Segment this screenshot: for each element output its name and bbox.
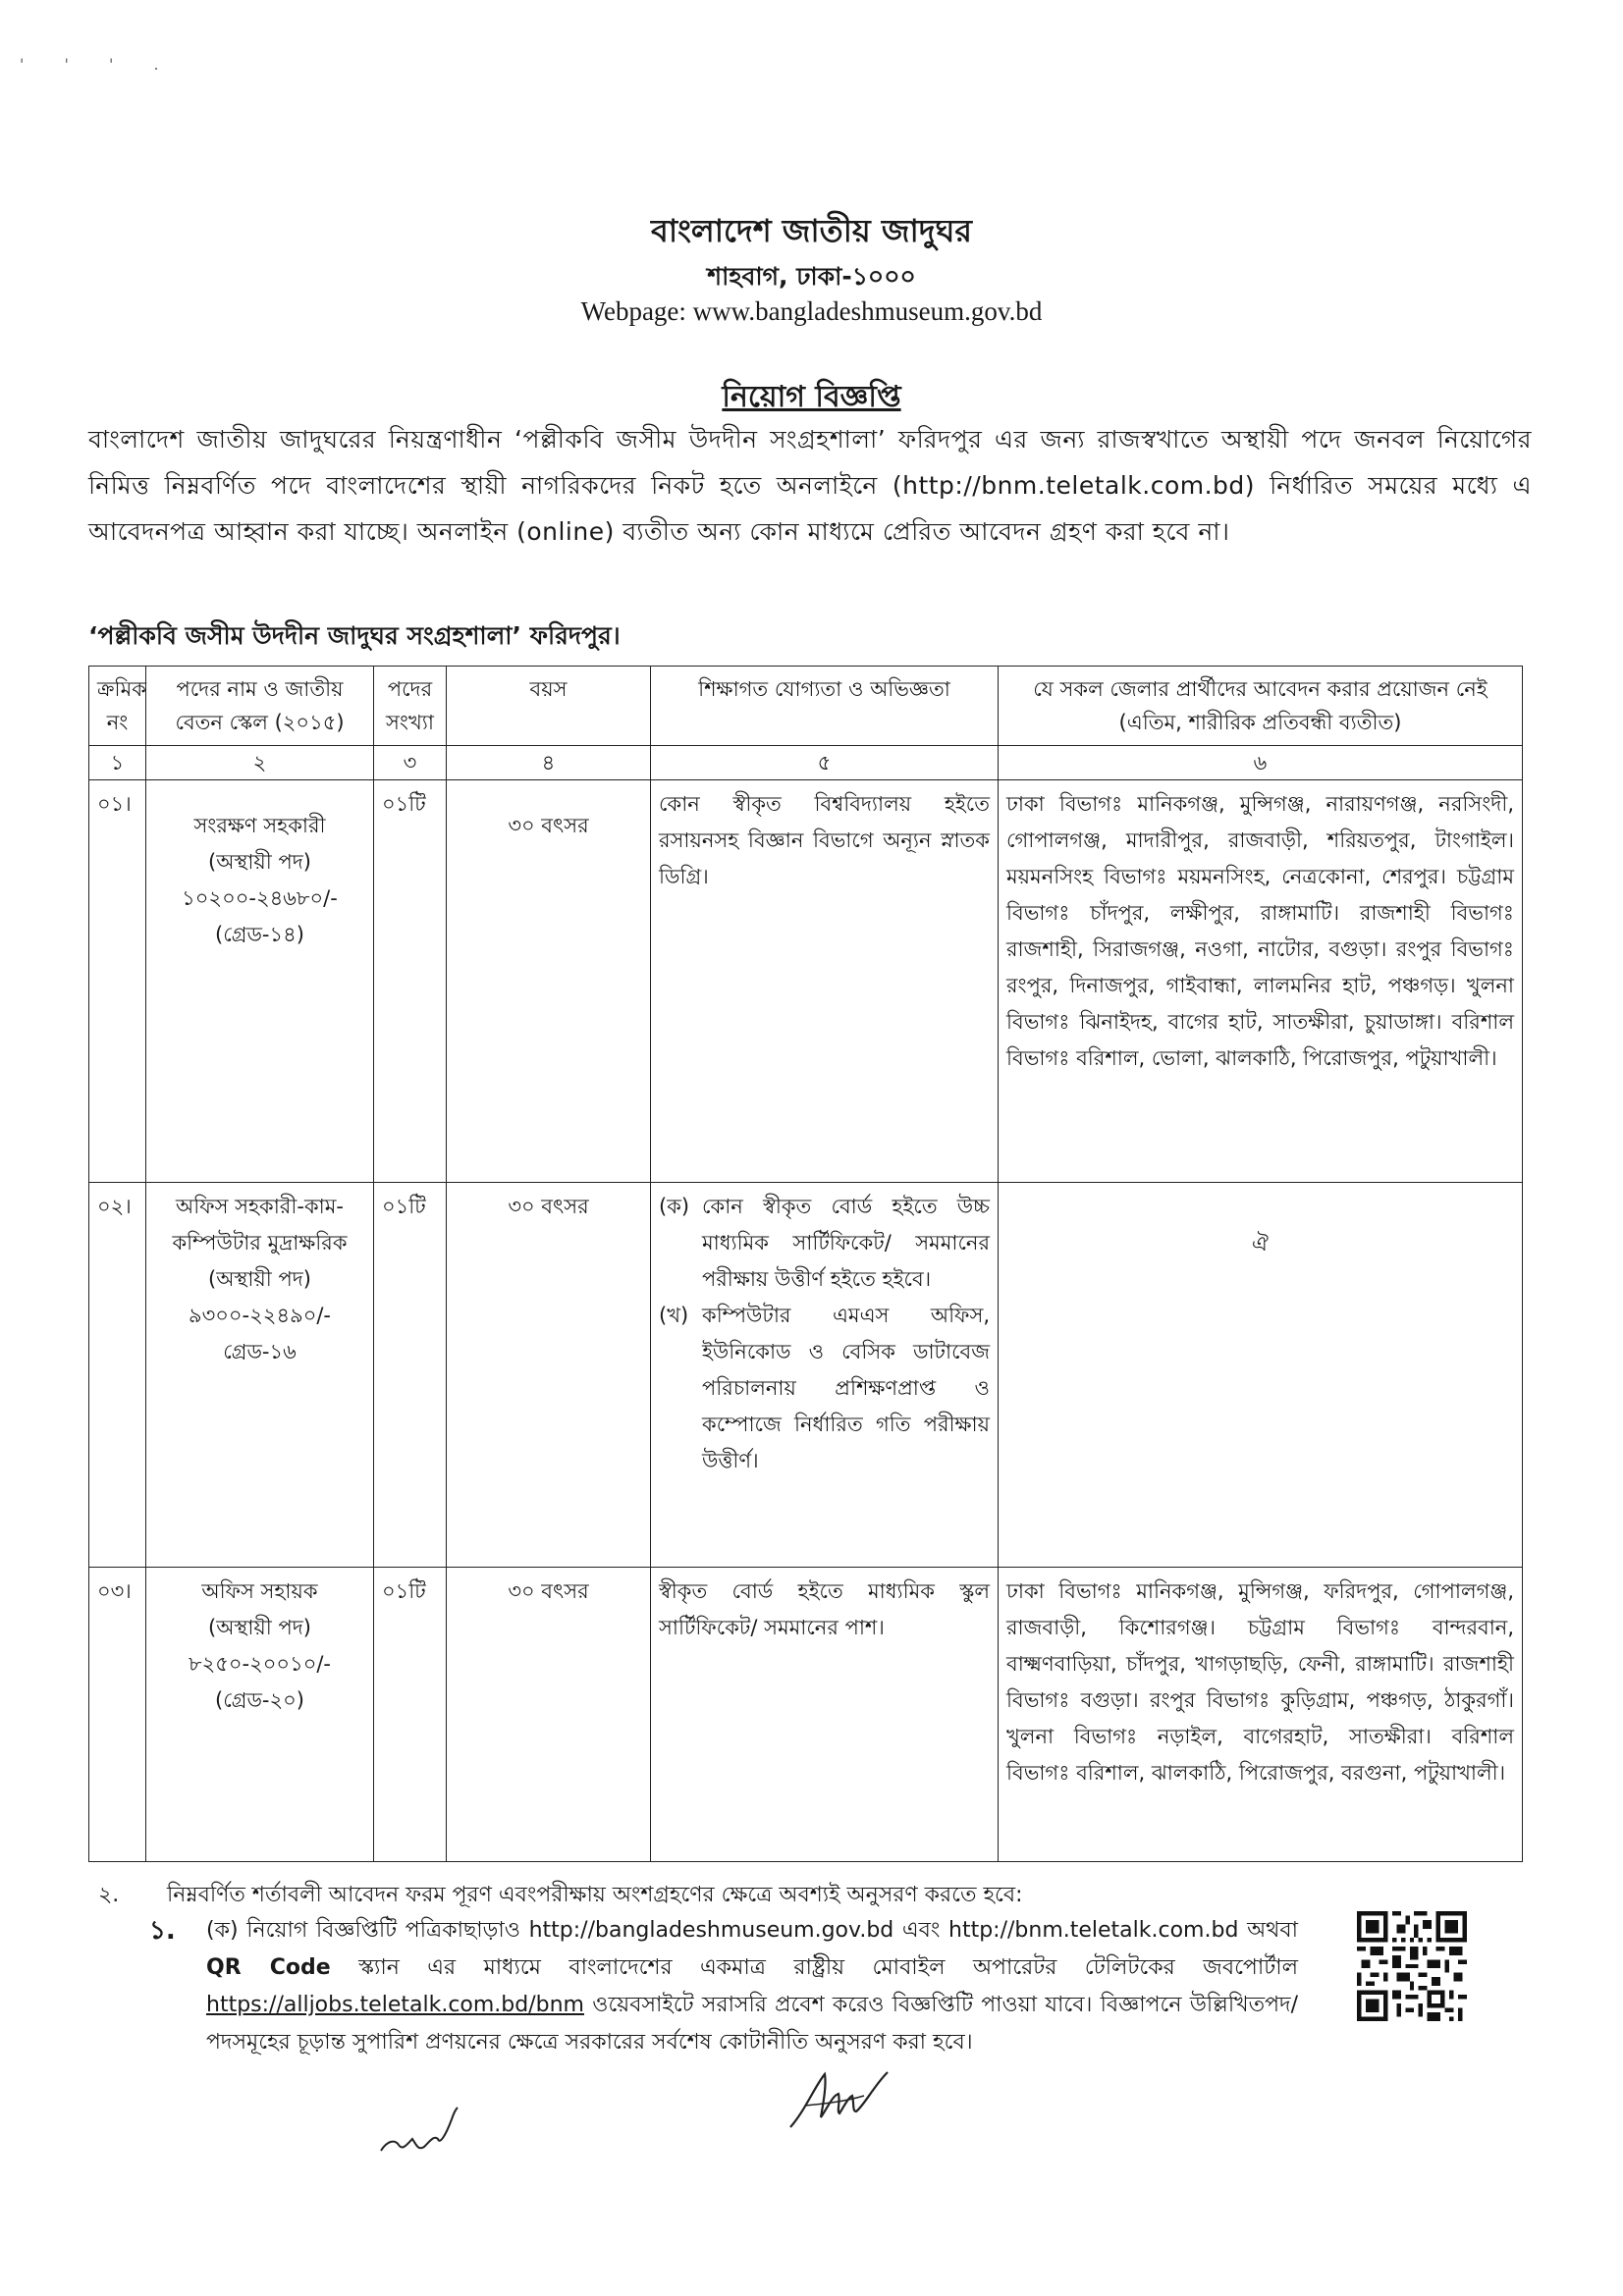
row-count: ০১টি — [374, 780, 447, 1183]
pay-grade: (গ্রেড-২০) — [215, 1688, 304, 1712]
row-age: ৩০ বৎসর — [447, 1183, 651, 1568]
pay-scale: ১০২০০-২৪৬৮০/- — [182, 886, 338, 910]
notice-title: নিয়োগ বিজ্ঞপ্তি — [722, 380, 901, 414]
notice-intro: বাংলাদেশ জাতীয় জাদুঘরের নিয়ন্ত্রণাধীন ‘পল্লীকবি জসীম উদদীন সংগ্রহশালা’ ফরিদপুর এর জন্য রাজস্বখাতে অস্থায়ী পদে জনবল নিয়োগের নিমিত্ত নিম্নবর্ণিত পদে বাংলাদেশের স্থায়ী নাগরিকদের নিকট হতে অনলাইনে (http://bnm.teletalk.com.bd) নির্ধারিত সময়ের মধ্যে এ আবেদনপত্র আহ্বান করা যাচ্ছে। অনলাইন (online) ব্যতীত অন্য কোন মাধ্যমে প্রেরিত আবেদন গ্রহণ করা হবে না। — [88, 425, 1532, 546]
condition-text: স্ক্যান এর মাধ্যমে বাংলাদেশের একমাত্র রাষ্ট্রীয় মোবাইল অপারেটর টেলিটকের জবপোর্টাল — [358, 1955, 1298, 1980]
condition-number: ১. — [149, 1916, 176, 1946]
table-row — [89, 1568, 1523, 1862]
column-number: ৪ — [447, 746, 651, 780]
condition-text: ওয়েবসাইটে সরাসরি প্রবেশ করেও বিজ্ঞপ্তিটি পাওয়া যাবে। বিজ্ঞাপনে উল্লিখিতপদ/ পদসমূহের চূড়ান্ত সুপারিশ প্রণয়নের ক্ষেত্রে সরকারের সর্বশেষ কোটানীতি অনুসরণ করা হবে। — [206, 1993, 1298, 2055]
condition-text: (ক) নিয়োগ বিজ্ঞপ্তিটি পত্রিকাছাড়াও http://bangladeshmuseum.gov.bd এবং http://bnm.teletalk.com.bd অথবা — [206, 1918, 1298, 1943]
row-post — [146, 1183, 374, 1568]
column-number: ১ — [89, 746, 146, 780]
row-post — [146, 780, 374, 1183]
pay-grade: গ্রেড-১৬ — [223, 1340, 297, 1363]
header-excluded-districts: যে সকল জেলার প্রার্থীদের আবেদন করার প্রয়োজন নেই (এতিম, শারীরিক প্রতিবন্ধী ব্যতীত) — [999, 667, 1523, 746]
section-number: ২. — [98, 1883, 120, 1907]
item-text: কোন স্বীকৃত বোর্ড হইতে উচ্চ মাধ্যমিক সার্টিফিকেট/ সমমানের পরীক্ষায় উত্তীর্ণ হইতে হইবে। — [702, 1195, 990, 1291]
column-number: ৫ — [651, 746, 999, 780]
table-header-row — [89, 667, 1523, 746]
item-marker: (খ) — [659, 1304, 689, 1327]
organization-webpage: Webpage: www.bangladeshmuseum.gov.bd — [580, 296, 1043, 326]
row-count: ০১টি — [374, 1568, 447, 1862]
row-serial: ০১। — [89, 780, 146, 1183]
organization-address: শাহবাগ, ঢাকা-১০০০ — [707, 262, 916, 291]
scan-marks: ' ' ' . — [20, 55, 177, 74]
condition-item — [149, 1912, 1298, 2061]
column-number: ৬ — [999, 746, 1523, 780]
pay-scale: ৯৩০০-২২৪৯০/- — [188, 1304, 332, 1327]
post-type: (অস্থায়ী পদ) — [208, 1267, 311, 1291]
signature-mark — [785, 2066, 893, 2135]
row-excluded-districts: ঐ — [999, 1183, 1523, 1568]
qr-code-label: QR Code — [206, 1955, 331, 1980]
row-age: ৩০ বৎসর — [447, 780, 651, 1183]
row-age: ৩০ বৎসর — [447, 1568, 651, 1862]
row-qualification — [651, 1183, 999, 1568]
row-qualification: স্বীকৃত বোর্ড হইতে মাধ্যমিক স্কুল সার্টিফিকেট/ সমমানের পাশ। — [651, 1568, 999, 1862]
pay-scale: ৮২৫০-২০০১০/- — [188, 1652, 332, 1676]
museum-title: ‘পল্লীকবি জসীম উদদীন জাদুঘর সংগ্রহশালা’ ফরিদপুর। — [88, 621, 621, 650]
table-row — [89, 1183, 1523, 1568]
header-post: পদের নাম ও জাতীয় বেতন স্কেল (২০১৫) — [146, 667, 374, 746]
item-marker: (ক) — [659, 1195, 690, 1218]
post-name: অফিস সহায়ক — [201, 1579, 318, 1603]
header-qualification: শিক্ষাগত যোগ্যতা ও অভিজ্ঞতা — [651, 667, 999, 746]
job-portal-link[interactable]: https://alljobs.teletalk.com.bd/bnm — [206, 1993, 584, 2017]
table-column-number-row — [89, 746, 1523, 780]
qualification-item-a — [659, 1189, 990, 1298]
row-serial: ০৩। — [89, 1568, 146, 1862]
vacancy-table — [88, 666, 1523, 1862]
post-name: সংরক্ষণ সহকারী — [193, 814, 326, 837]
post-name: অফিস সহকারী-কাম-কম্পিউটার মুদ্রাক্ষরিক — [172, 1195, 348, 1255]
column-number: ২ — [146, 746, 374, 780]
post-type: (অস্থায়ী পদ) — [208, 850, 311, 874]
header-serial: ক্রমিক নং — [89, 667, 146, 746]
qualification-item-b — [659, 1298, 990, 1479]
row-count: ০১টি — [374, 1183, 447, 1568]
header-count: পদের সংখ্যা — [374, 667, 447, 746]
section-text: নিম্নবর্ণিত শর্তাবলী আবেদন ফরম পূরণ এবংপরীক্ষায় অংশগ্রহণের ক্ষেত্রে অবশ্যই অনুসরণ করতে হবে: — [167, 1883, 1023, 1907]
item-text: কম্পিউটার এমএস অফিস, ইউনিকোড ও বেসিক ডাটাবেজ পরিচালনায় প্রশিক্ষণপ্রাপ্ত ও কম্পোজে নির্ধারিত গতি পরীক্ষায় উত্তীর্ণ। — [702, 1304, 990, 1472]
organization-name: বাংলাদেশ জাতীয় জাদুঘর — [651, 212, 972, 249]
qr-code-icon[interactable] — [1357, 1911, 1467, 2021]
conditions-heading — [98, 1878, 1023, 1914]
pay-grade: (গ্রেড-১৪) — [215, 923, 304, 946]
signature-initials — [377, 2106, 465, 2164]
column-number: ৩ — [374, 746, 447, 780]
header-age: বয়স — [447, 667, 651, 746]
row-excluded-districts: ঢাকা বিভাগঃ মানিকগঞ্জ, মুন্সিগঞ্জ, ফরিদপুর, গোপালগঞ্জ, রাজবাড়ী, কিশোরগঞ্জ। চট্টগ্রাম বিভাগঃ বান্দরবান, বাক্ষ্মণবাড়িয়া, চাঁদপুর, খাগড়াছড়ি, ফেনী, রাঙ্গামাটি। রাজশাহী বিভাগঃ বগুড়া। রংপুর বিভাগঃ কুড়িগ্রাম, পঞ্চগড়, ঠাকুরগাঁ। খুলনা বিভাগঃ নড়াইল, বাগেরহাট, সাতক্ষীরা। বরিশাল বিভাগঃ বরিশাল, ঝালকাঠি, পিরোজপুর, বরগুনা, পটুয়াখালী। — [999, 1568, 1523, 1862]
row-qualification: কোন স্বীকৃত বিশ্ববিদ্যালয় হইতে রসায়নসহ বিজ্ঞান বিভাগে অন্যূন স্নাতক ডিগ্রি। — [651, 780, 999, 1183]
table-row — [89, 780, 1523, 1183]
post-type: (অস্থায়ী পদ) — [208, 1616, 311, 1639]
row-excluded-districts: ঢাকা বিভাগঃ মানিকগঞ্জ, মুন্সিগঞ্জ, নারায়ণগঞ্জ, নরসিংদী, গোপালগঞ্জ, মাদারীপুর, রাজবাড়ী, শরিয়তপুর, টাংগাইল। ময়মনসিংহ বিভাগঃ ময়মনসিংহ, নেত্রকোনা, শেরপুর। চট্টগ্রাম বিভাগঃ চাঁদপুর, লক্ষীপুর, রাঙ্গামাটি। রাজশাহী বিভাগঃ রাজশাহী, সিরাজগঞ্জ, নওগা, নাটোর, বগুড়া। রংপুর বিভাগঃ রংপুর, দিনাজপুর, গাইবান্ধা, লালমনির হাট, পঞ্চগড়। খুলনা বিভাগঃ ঝিনাইদহ, বাগের হাট, সাতক্ষীরা, চুয়াডাঙ্গা। বরিশাল বিভাগঃ বরিশাল, ভোলা, ঝালকাঠি, পিরোজপুর, পটুয়াখালী। — [999, 780, 1523, 1183]
row-serial: ০২। — [89, 1183, 146, 1568]
row-post — [146, 1568, 374, 1862]
